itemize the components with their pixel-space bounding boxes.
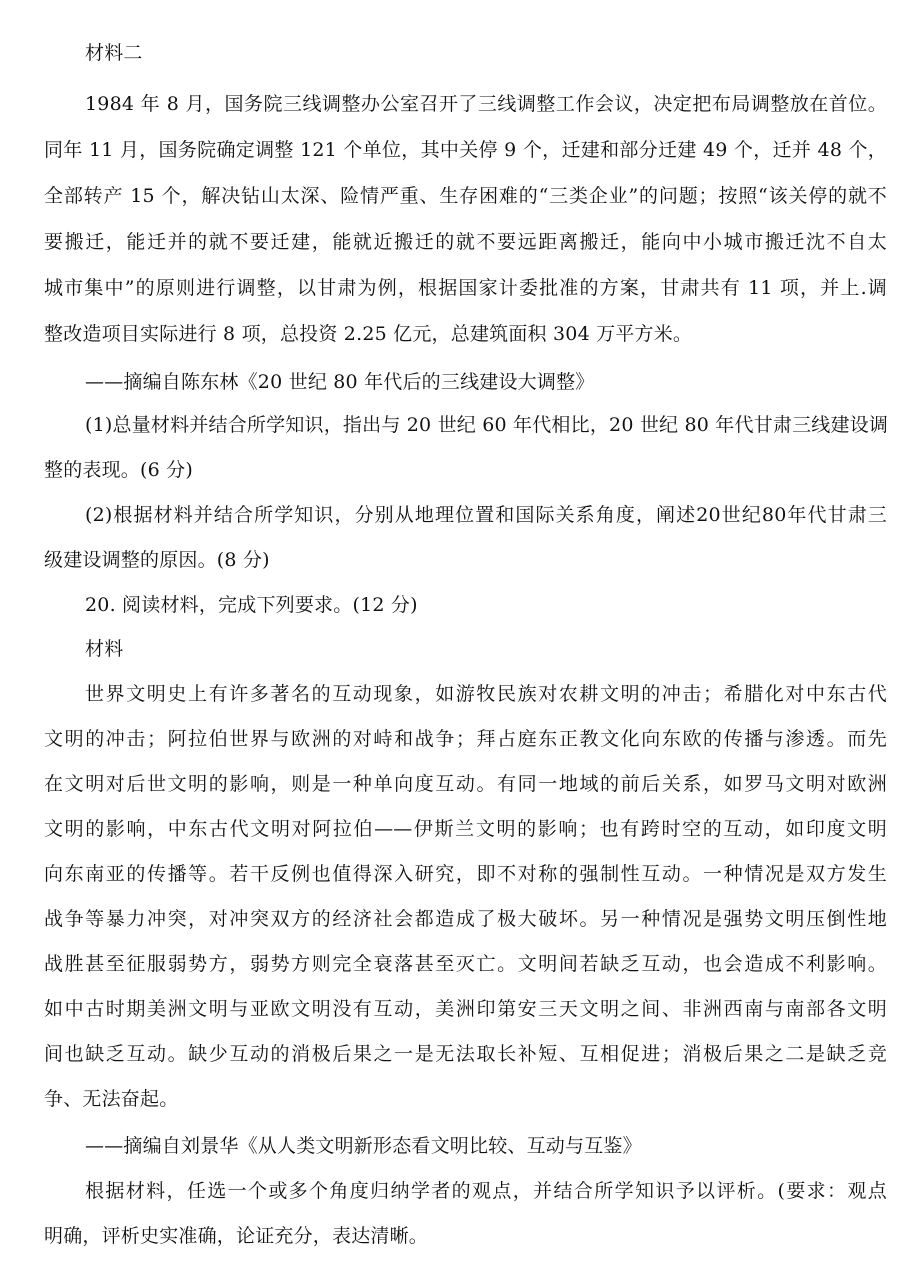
paragraph-2-line-3: 在文明对后世文明的影响，则是一种单向度互动。有同一地域的前后关系，如罗马文明对欧洲 <box>44 773 887 795</box>
paragraph-2-line-5: 向东南亚的传播等。若干反例也值得深入研究，即不对称的强制性互动。一种情况是双方发生 <box>44 863 887 885</box>
paragraph-1-line-6: 整改造项目实际进行 8 项，总投资 2.25 亿元，总建筑面积 304 万平方米。 <box>44 323 693 345</box>
question-1-line-1: (1)总量材料并结合所学知识，指出与 20 世纪 60 年代相比，20 世纪 80 年代甘肃三线建设调 <box>85 414 889 436</box>
paragraph-2-line-6: 战争等暴力冲突，对冲突双方的经济社会都造成了极大破坏。另一种情况是强势文明压倒性地 <box>44 908 887 930</box>
paragraph-2-line-8: 如中古时期美洲文明与亚欧文明没有互动，美洲印第安三天文明之间、非洲西南与南部各文明 <box>44 998 887 1020</box>
paragraph-1-line-1: 1984 年 8 月，国务院三线调整办公室召开了三线调整工作会议，决定把布局调整放在首位。 <box>85 93 887 115</box>
paragraph-1-line-4: 要搬迁，能迁并的就不要迁建，能就近搬迁的就不要远距离搬迁，能向中小城市搬迁沈不自太 <box>44 231 887 253</box>
task-line-1: 根据材料，任选一个或多个角度归纳学者的观点，并结合所学知识予以评析。(要求：观点 <box>85 1180 887 1202</box>
source-citation-2: ——摘编自刘景华《从人类文明新形态看文明比较、互动与互鉴》 <box>85 1135 642 1157</box>
material-heading: 材料 <box>85 638 124 660</box>
source-citation-1: ——摘编自陈东林《20 世纪 80 年代后的三线建设大调整》 <box>85 371 595 393</box>
question-2-line-2: 级建设调整的原因。(8 分) <box>44 549 270 571</box>
material-two-heading: 材料二 <box>85 42 143 64</box>
paragraph-1-line-2: 同年 11 月，国务院确定调整 121 个单位，其中关停 9 个，迁建和部分迁建 49 个，迁并 48 个， <box>44 139 887 161</box>
paragraph-2-line-7: 战胜甚至征服弱势方，弱势方则完全衰落甚至灭亡。文明间若缺乏互动，也会造成不利影响。 <box>44 953 887 975</box>
paragraph-2-line-10: 争、无法奋起。 <box>44 1088 179 1110</box>
paragraph-2-line-9: 间也缺乏互动。缺少互动的消极后果之一是无法取长补短、互相促进；消极后果之二是缺乏竞 <box>44 1043 887 1065</box>
paragraph-1-line-5: 城市集中”的原则进行调整，以甘肃为例，根据国家计委批准的方案，甘肃共有 11 项，并上.调 <box>44 277 887 299</box>
question-2-line-1: (2)根据材料并结合所学知识，分别从地理位置和国际关系角度，阐述20世纪80年代甘肃三 <box>85 504 887 526</box>
question-20-title: 20. 阅读材料，完成下列要求。(12 分) <box>85 594 418 616</box>
paragraph-2-line-1: 世界文明史上有许多著名的互动现象，如游牧民族对农耕文明的冲击；希腊化对中东古代 <box>85 683 887 705</box>
question-1-line-2: 整的表现。(6 分) <box>44 459 193 481</box>
paragraph-2-line-4: 文明的影响，中东古代文明对阿拉伯——伊斯兰文明的影响；也有跨时空的互动，如印度文明 <box>44 818 887 840</box>
task-line-2: 明确，评析史实准确，论证充分，表达清晰。 <box>44 1225 429 1247</box>
paragraph-2-line-2: 文明的冲击；阿拉伯世界与欧洲的对峙和战争；拜占庭东正教文化向东欧的传播与渗透。而先 <box>44 728 887 750</box>
paragraph-1-line-3: 全部转产 15 个，解决钻山太深、险情严重、生存困难的“三类企业”的问题；按照“该关停的就不 <box>44 185 887 207</box>
